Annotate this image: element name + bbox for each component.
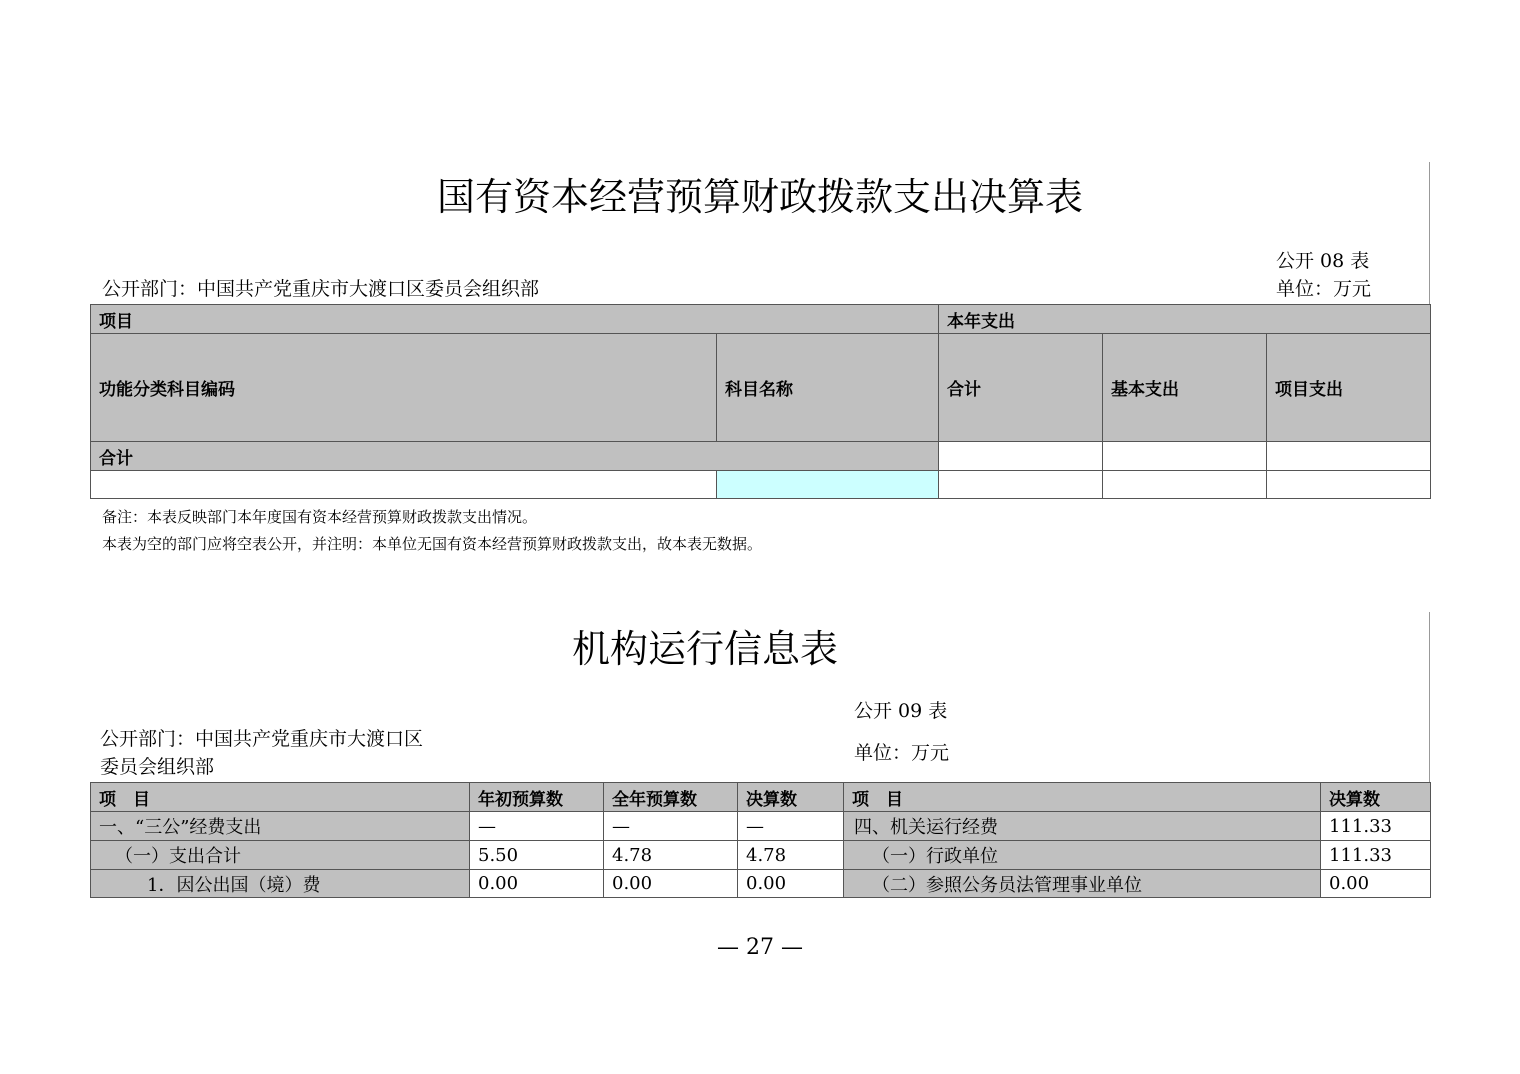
- row1-item: 一、“三公”经费支出: [91, 812, 470, 841]
- row3-item: 1．因公出国（境）费: [91, 870, 470, 898]
- hdr-item-right: 项 目: [844, 783, 1321, 812]
- row2-right-item: （一）行政单位: [844, 841, 1321, 870]
- header-item: 项目: [91, 305, 939, 334]
- hdr-final-left: 决算数: [738, 783, 844, 812]
- hdr-item-left: 项 目: [91, 783, 470, 812]
- data-row-name: [717, 471, 939, 499]
- table08-note2: 本表为空的部门应将空表公开，并注明：本单位无国有资本经营预算财政拨款支出，故本表无数据。: [102, 535, 763, 553]
- row2-final: 4.78: [738, 841, 844, 870]
- row2-right-final: 111.33: [1321, 841, 1431, 870]
- table09-department-line1: 公开部门：中国共产党重庆市大渡口区: [100, 728, 424, 750]
- data-row-project: [1267, 471, 1431, 499]
- hdr-budget-full: 全年预算数: [604, 783, 738, 812]
- col-subject-name: 科目名称: [717, 334, 939, 442]
- table08-title: 国有资本经营预算财政拨款支出决算表: [436, 175, 1083, 219]
- table08-note1: 备注：本表反映部门本年度国有资本经营预算财政拨款支出情况。: [102, 508, 538, 526]
- row1-right-final: 111.33: [1321, 812, 1431, 841]
- table-row: [91, 841, 1431, 870]
- table08-unit: 单位：万元: [1276, 278, 1372, 300]
- row1-initial: —: [470, 812, 604, 841]
- hdr-final-right: 决算数: [1321, 783, 1431, 812]
- table08-code: 公开 08 表: [1276, 250, 1370, 272]
- col-total: 合计: [939, 334, 1103, 442]
- table08: [90, 304, 1431, 499]
- table09: [90, 782, 1431, 898]
- row3-initial: 0.00: [470, 870, 604, 898]
- right-margin-line-bottom: [1429, 612, 1430, 782]
- hdr-budget-initial: 年初预算数: [470, 783, 604, 812]
- row3-full: 0.00: [604, 870, 738, 898]
- table09-code: 公开 09 表: [854, 700, 948, 722]
- col-function-code: 功能分类科目编码: [91, 334, 717, 442]
- row2-item: （一）支出合计: [91, 841, 470, 870]
- row2-full: 4.78: [604, 841, 738, 870]
- row3-final: 0.00: [738, 870, 844, 898]
- page-number: — 27 —: [717, 935, 803, 960]
- row3-right-final: 0.00: [1321, 870, 1431, 898]
- table09-department-line2: 委员会组织部: [100, 756, 215, 778]
- col-project-expense: 项目支出: [1267, 334, 1431, 442]
- row-total-label: 合计: [91, 442, 939, 471]
- row-total-basic: [1103, 442, 1267, 471]
- table08-department: 公开部门：中国共产党重庆市大渡口区委员会组织部: [102, 278, 540, 300]
- table09-title: 机构运行信息表: [571, 627, 838, 671]
- data-row-total: [939, 471, 1103, 499]
- header-year-expense: 本年支出: [939, 305, 1431, 334]
- data-row-basic: [1103, 471, 1267, 499]
- col-basic-expense: 基本支出: [1103, 334, 1267, 442]
- row2-initial: 5.50: [470, 841, 604, 870]
- table-row: [91, 812, 1431, 841]
- row1-right-item: 四、机关运行经费: [844, 812, 1321, 841]
- row3-right-item: （二）参照公务员法管理事业单位: [844, 870, 1321, 898]
- row-total-project: [1267, 442, 1431, 471]
- row1-final: —: [738, 812, 844, 841]
- row-total-sum: [939, 442, 1103, 471]
- data-row-code: [91, 471, 717, 499]
- row1-full: —: [604, 812, 738, 841]
- table-row: [91, 870, 1431, 898]
- table09-unit: 单位：万元: [854, 742, 950, 764]
